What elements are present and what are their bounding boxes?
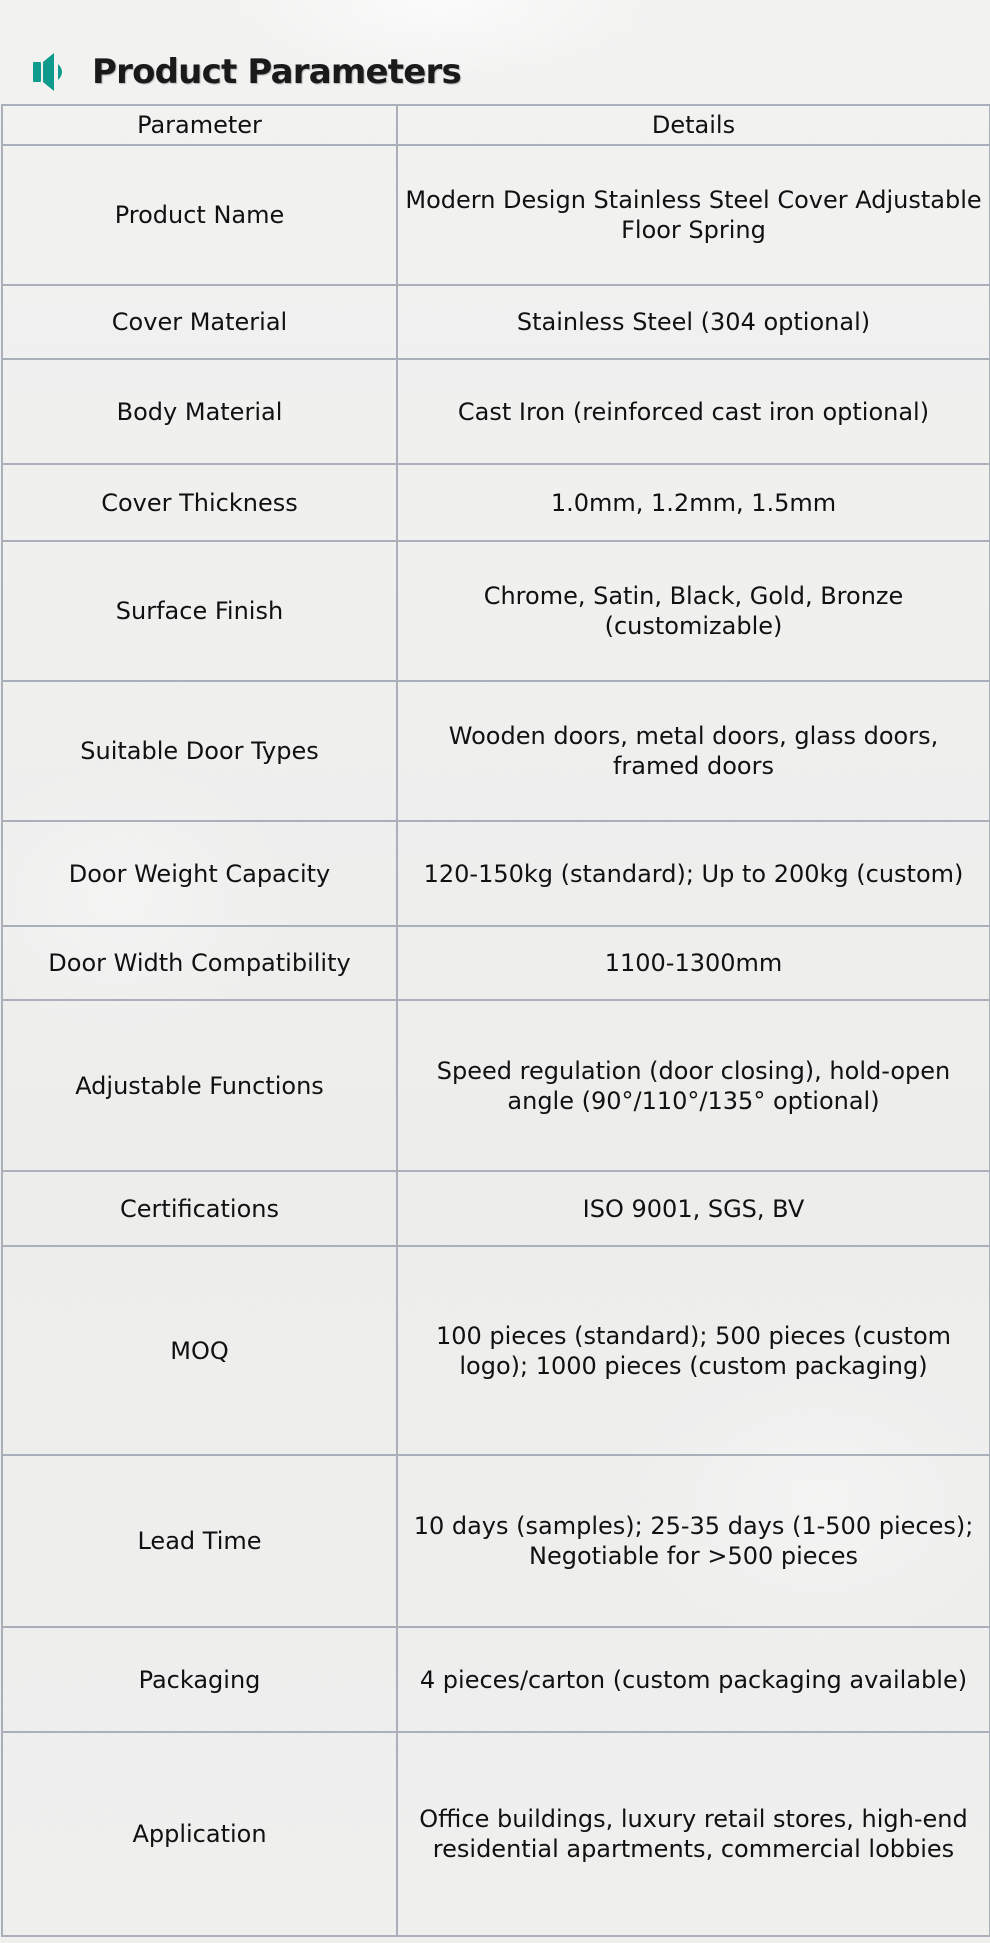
details-cell: Chrome, Satin, Black, Gold, Bronze (customizable) — [397, 541, 990, 681]
details-cell: ISO 9001, SGS, BV — [397, 1171, 990, 1246]
table-row — [2, 1246, 990, 1455]
column-header-parameter: Parameter — [2, 105, 397, 145]
section-header — [30, 48, 461, 96]
parameter-cell: Lead Time — [2, 1455, 397, 1627]
parameter-cell: Product Name — [2, 145, 397, 285]
parameter-cell: Door Width Compatibility — [2, 926, 397, 1000]
table-row — [2, 359, 990, 464]
parameter-cell: Adjustable Functions — [2, 1000, 397, 1171]
details-cell: 4 pieces/carton (custom packaging available) — [397, 1627, 990, 1732]
details-cell: 10 days (samples); 25-35 days (1-500 pieces); Negotiable for >500 pieces — [397, 1455, 990, 1627]
details-cell: 1100-1300mm — [397, 926, 990, 1000]
table-row — [2, 1627, 990, 1732]
parameter-cell: Door Weight Capacity — [2, 821, 397, 926]
table-row — [2, 1000, 990, 1171]
parameter-cell: Suitable Door Types — [2, 681, 397, 821]
details-cell: Office buildings, luxury retail stores, high-end residential apartments, commercial lobbies — [397, 1732, 990, 1936]
column-header-details: Details — [397, 105, 990, 145]
table-row — [2, 1732, 990, 1936]
table-row — [2, 285, 990, 359]
parameter-cell: Application — [2, 1732, 397, 1936]
parameter-cell: Cover Thickness — [2, 464, 397, 541]
details-cell: 1.0mm, 1.2mm, 1.5mm — [397, 464, 990, 541]
table-row — [2, 464, 990, 541]
details-cell: Speed regulation (door closing), hold-open angle (90°/110°/135° optional) — [397, 1000, 990, 1171]
parameters-table — [1, 104, 990, 1937]
table-header-row — [2, 105, 990, 145]
details-cell: Cast Iron (reinforced cast iron optional) — [397, 359, 990, 464]
table-row — [2, 1455, 990, 1627]
table-row — [2, 681, 990, 821]
table-row — [2, 926, 990, 1000]
speaker-icon — [30, 50, 74, 94]
details-cell: Modern Design Stainless Steel Cover Adjustable Floor Spring — [397, 145, 990, 285]
table-row — [2, 821, 990, 926]
parameter-cell: Surface Finish — [2, 541, 397, 681]
page-title: Product Parameters — [92, 52, 461, 92]
table-row — [2, 145, 990, 285]
details-cell: Wooden doors, metal doors, glass doors, framed doors — [397, 681, 990, 821]
parameter-cell: Packaging — [2, 1627, 397, 1732]
details-cell: Stainless Steel (304 optional) — [397, 285, 990, 359]
details-cell: 120-150kg (standard); Up to 200kg (custom) — [397, 821, 990, 926]
table-row — [2, 541, 990, 681]
parameter-cell: Cover Material — [2, 285, 397, 359]
parameter-cell: Body Material — [2, 359, 397, 464]
table-row — [2, 1171, 990, 1246]
parameter-cell: MOQ — [2, 1246, 397, 1455]
details-cell: 100 pieces (standard); 500 pieces (custom logo); 1000 pieces (custom packaging) — [397, 1246, 990, 1455]
parameter-cell: Certifications — [2, 1171, 397, 1246]
